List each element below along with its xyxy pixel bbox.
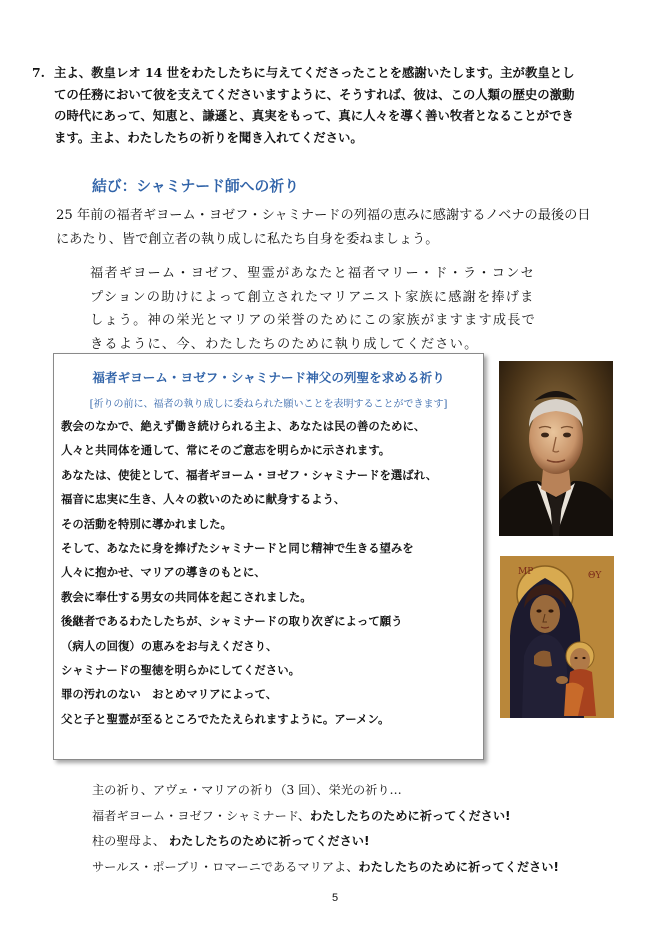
prayer-box: [53, 353, 484, 760]
intention-line: [54, 127, 642, 149]
icon-inscription-right: ΘY: [588, 571, 602, 581]
prayer-line: 父と子と聖霊が至るところでたたえられますように。アーメン。: [61, 711, 390, 726]
invocation-paragraph: [90, 262, 630, 356]
intention-line: ての任務において彼を支えてくださいますように、そうすれば、彼は、この人類の歴史の激動: [54, 86, 575, 102]
response-text: 主よ、わたしたちの祈りを聞き入れてください。: [90, 129, 363, 145]
prayer-line: 罪の汚れのない おとめマリアによって、: [61, 687, 278, 702]
invocation-name: サールス・ポーブリ・ロマーニであるマリアよ、: [92, 859, 359, 874]
intro-line: にあたり、皆で創立者の執り成しに私たち自身を委ねましょう。: [56, 232, 439, 247]
invocation-name: 柱の聖母よ、: [92, 834, 166, 848]
prayer-line: その活動を特別に導かれました。: [61, 516, 232, 531]
item-number: 7.: [32, 65, 45, 80]
invocation-line: 福者ギヨーム・ヨゼフ、聖霊があなたと福者マリー・ド・ラ・コンセ: [90, 266, 535, 281]
prayer-line: 後継者であるわたしたちが、シャミナードの取り次ぎによって願う: [61, 614, 403, 629]
prayer-line: 教会のなかで、絶えず働き続けられる主よ、あなたは民の善のために、: [61, 419, 426, 433]
intro-line: 25 年前の福者ギヨーム・ヨゼフ・シャミナードの列福の恵みに感謝するノベナの最後の日: [56, 208, 591, 223]
closing-line: [92, 804, 652, 830]
prayer-line: （病人の回復）の恵みをお与えくださり、: [61, 638, 278, 653]
intro-paragraph: [56, 204, 646, 252]
invocation-response: わたしたちのために祈ってください!: [169, 834, 370, 848]
page-number: 5: [331, 892, 339, 904]
invocation-response: わたしたちのために祈ってください!: [358, 859, 559, 874]
intention-line: 主よ、教皇レオ 14 世をわたしたちに与えてくださったことを感謝いたします。主が教皇とし: [54, 65, 575, 80]
section-heading: 結び：シャミナード師への祈り: [92, 178, 299, 195]
invocation-line: プションの助けによって創立されたマリアニスト家族に感謝を捧げま: [90, 289, 535, 305]
prayer-line: 教会に奉仕する男女の共同体を起こされました。: [61, 589, 312, 604]
intention-line-start: ます。: [54, 129, 91, 145]
invocation-line: しょう。神の栄光とマリアの栄誉のためにこの家族がますます成長で: [90, 313, 537, 328]
prayer-line: あなたは、使徒として、福者ギヨーム・ヨゼフ・シャミナードを選ばれ、: [61, 467, 438, 482]
prayer-text: [61, 414, 476, 731]
intention-7: [32, 62, 642, 148]
prayer-line: シャミナードの聖徳を明らかにしてください。: [61, 663, 300, 678]
prayer-title: 福者ギヨーム・ヨゼフ・シャミナード神父の列聖を求める祈り: [92, 370, 445, 385]
invocation-name: 福者ギヨーム・ヨゼフ・シャミナード、: [92, 808, 311, 823]
invocation-response: わたしたちのために祈ってください!: [310, 808, 511, 823]
intention-line: の時代にあって、知恵と、謙遜と、真実をもって、真に人々を導く善い牧者となることができ: [54, 108, 574, 123]
icon-inscription-left: MP: [518, 567, 534, 577]
invocation-line: きるように、今、わたしたちのために執り成してください。: [90, 336, 479, 352]
closing-line: 主の祈り、アヴェ・マリアの祈り（3 回）、栄光の祈り…: [92, 783, 402, 797]
chaminade-portrait: [499, 361, 613, 536]
prayer-line: そして、あなたに身を捧げたシャミナードと同じ精神で生きる望みを: [61, 541, 414, 556]
closing-prayers: [92, 778, 652, 880]
intention-text: [54, 62, 642, 148]
closing-line: [92, 855, 652, 881]
closing-line: [92, 829, 652, 855]
prayer-line: 人々と共同体を通して、常にそのご意志を明らかに示されます。: [61, 443, 391, 458]
prayer-note: [祈りの前に、福者の執り成しに委ねられた願いことを表明することができます]: [89, 399, 448, 410]
prayer-line: 人々に抱かせ、マリアの導きのもとに、: [61, 565, 266, 580]
prayer-line: 福音に忠実に生き、人々の救いのために献身するよう、: [61, 492, 346, 507]
madonna-icon: [500, 556, 614, 718]
